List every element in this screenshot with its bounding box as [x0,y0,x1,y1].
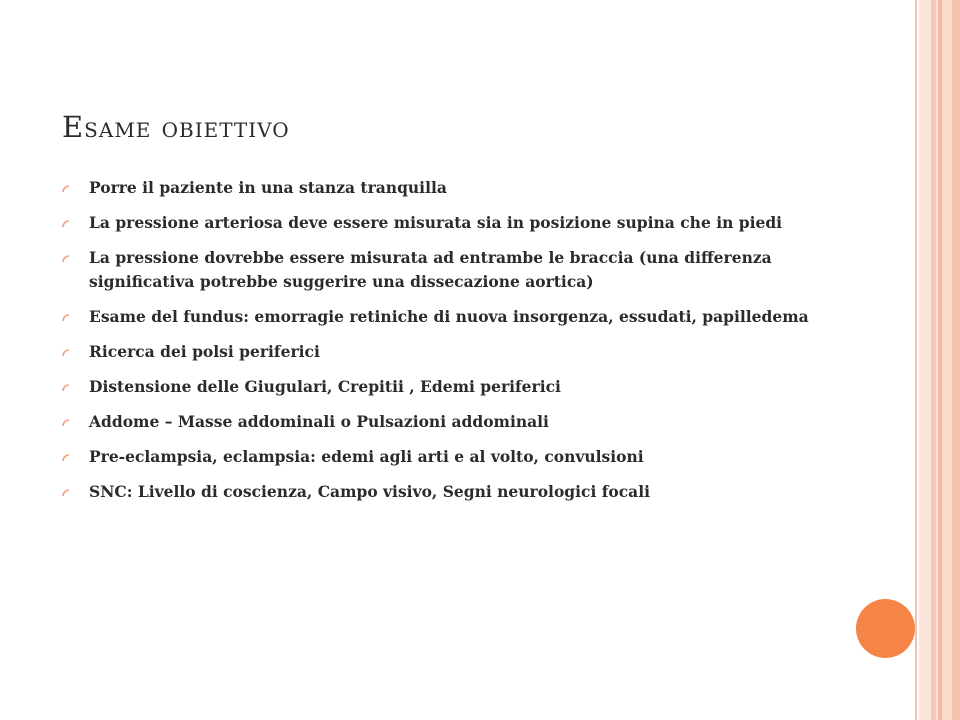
bullet-item [62,246,822,294]
bullet-marker-icon [62,489,70,497]
bullet-text: La pressione dovrebbe essere misurata ad entrambe le braccia (una differenza significativa potrebbe suggerire una dissecazione aortica) [89,248,772,291]
decorative-stripe [952,0,960,720]
bullet-marker-icon [62,185,70,193]
bullet-text: Distensione delle Giugulari, Crepitii , Edemi periferici [89,377,561,396]
bullet-text: Porre il paziente in una stanza tranquilla [89,178,447,197]
bullet-marker-icon [62,349,70,357]
bullet-item [62,375,822,399]
bullet-item [62,305,822,329]
bullet-text: Addome – Masse addominali o Pulsazioni addominali [89,412,549,431]
bullet-marker-icon [62,419,70,427]
bullet-item [62,340,822,364]
decorative-stripe [919,0,931,720]
bullet-marker-icon [62,454,70,462]
bullet-item [62,176,822,200]
bullet-list [62,176,822,515]
bullet-item [62,211,822,235]
bullet-text: La pressione arteriosa deve essere misurata sia in posizione supina che in piedi [89,213,783,232]
bullet-marker-icon [62,255,70,263]
bullet-item [62,480,822,504]
bullet-text: SNC: Livello di coscienza, Campo visivo, Segni neurologici focali [89,482,650,501]
decorative-stripe [915,0,917,720]
bullet-text: Pre-eclampsia, eclampsia: edemi agli arti e al volto, convulsioni [89,447,644,466]
bullet-marker-icon [62,314,70,322]
decorative-circle [856,599,915,658]
bullet-text: Esame del fundus: emorragie retiniche di nuova insorgenza, essudati, papilledema [89,307,809,326]
slide-title: Esame obiettivo [62,110,290,144]
bullet-item [62,445,822,469]
bullet-text: Ricerca dei polsi periferici [89,342,320,361]
decorative-stripe [942,0,952,720]
bullet-marker-icon [62,220,70,228]
bullet-marker-icon [62,384,70,392]
bullet-item [62,410,822,434]
